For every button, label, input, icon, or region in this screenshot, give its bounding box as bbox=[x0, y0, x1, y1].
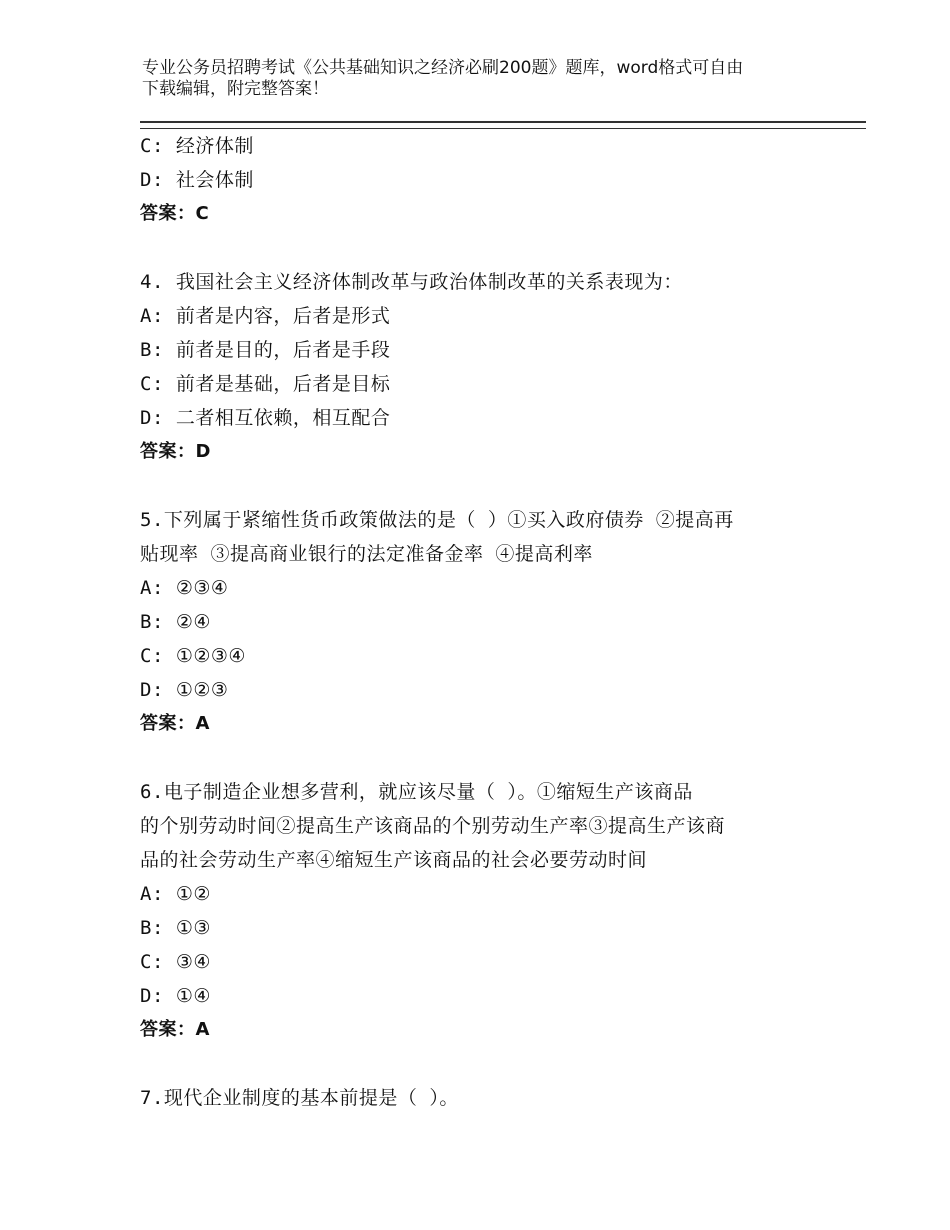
q4-answer: 答案：D bbox=[140, 441, 211, 462]
q6-stem-line-2: 的个别劳动时间②提高生产该商品的个别劳动生产率③提高生产该商 bbox=[140, 815, 726, 837]
q3-option-d: D: 社会体制 bbox=[140, 169, 254, 191]
q4-option-c: C: 前者是基础，后者是目标 bbox=[140, 373, 391, 395]
q6-stem-line-1: 6.电子制造企业想多营利，就应该尽量（ ）。①缩短生产该商品 bbox=[140, 781, 693, 803]
q5-option-d: D: ①②③ bbox=[140, 679, 229, 701]
q4-option-a: A: 前者是内容，后者是形式 bbox=[140, 305, 391, 327]
question-3-tail bbox=[140, 129, 810, 231]
q7-stem: 7.现代企业制度的基本前提是（ ）。 bbox=[140, 1087, 459, 1109]
question-list bbox=[140, 129, 810, 1115]
q5-answer: 答案：A bbox=[140, 713, 210, 734]
spacer bbox=[140, 1047, 810, 1081]
q6-option-b: B: ①③ bbox=[140, 917, 211, 939]
spacer bbox=[140, 469, 810, 503]
q3-answer: 答案：C bbox=[140, 203, 210, 224]
q6-stem-line-3: 品的社会劳动生产率④缩短生产该商品的社会必要劳动时间 bbox=[140, 849, 648, 871]
header-divider bbox=[140, 121, 866, 129]
question-6 bbox=[140, 775, 810, 1047]
q6-answer: 答案：A bbox=[140, 1019, 210, 1040]
spacer bbox=[140, 231, 810, 265]
q6-option-c: C: ③④ bbox=[140, 951, 211, 973]
q5-option-b: B: ②④ bbox=[140, 611, 211, 633]
spacer bbox=[140, 741, 810, 775]
question-5 bbox=[140, 503, 810, 741]
header-line-2: 下载编辑，附完整答案！ bbox=[142, 79, 329, 99]
q5-stem-line-2: 贴现率 ③提高商业银行的法定准备金率 ④提高利率 bbox=[140, 543, 593, 565]
q5-stem-line-1: 5.下列属于紧缩性货币政策做法的是（ ）①买入政府债券 ②提高再 bbox=[140, 509, 734, 531]
q6-option-a: A: ①② bbox=[140, 883, 211, 905]
question-4 bbox=[140, 265, 810, 469]
q5-option-c: C: ①②③④ bbox=[140, 645, 246, 667]
q3-option-c: C: 经济体制 bbox=[140, 135, 254, 157]
q4-option-d: D: 二者相互依赖，相互配合 bbox=[140, 407, 391, 429]
document-header bbox=[142, 58, 822, 100]
question-7 bbox=[140, 1081, 810, 1115]
header-line-1: 专业公务员招聘考试《公共基础知识之经济必刷200题》题库，word格式可自由 bbox=[142, 58, 744, 78]
q5-option-a: A: ②③④ bbox=[140, 577, 229, 599]
q4-stem: 4. 我国社会主义经济体制改革与政治体制改革的关系表现为： bbox=[140, 271, 683, 293]
q4-option-b: B: 前者是目的，后者是手段 bbox=[140, 339, 391, 361]
q6-option-d: D: ①④ bbox=[140, 985, 211, 1007]
